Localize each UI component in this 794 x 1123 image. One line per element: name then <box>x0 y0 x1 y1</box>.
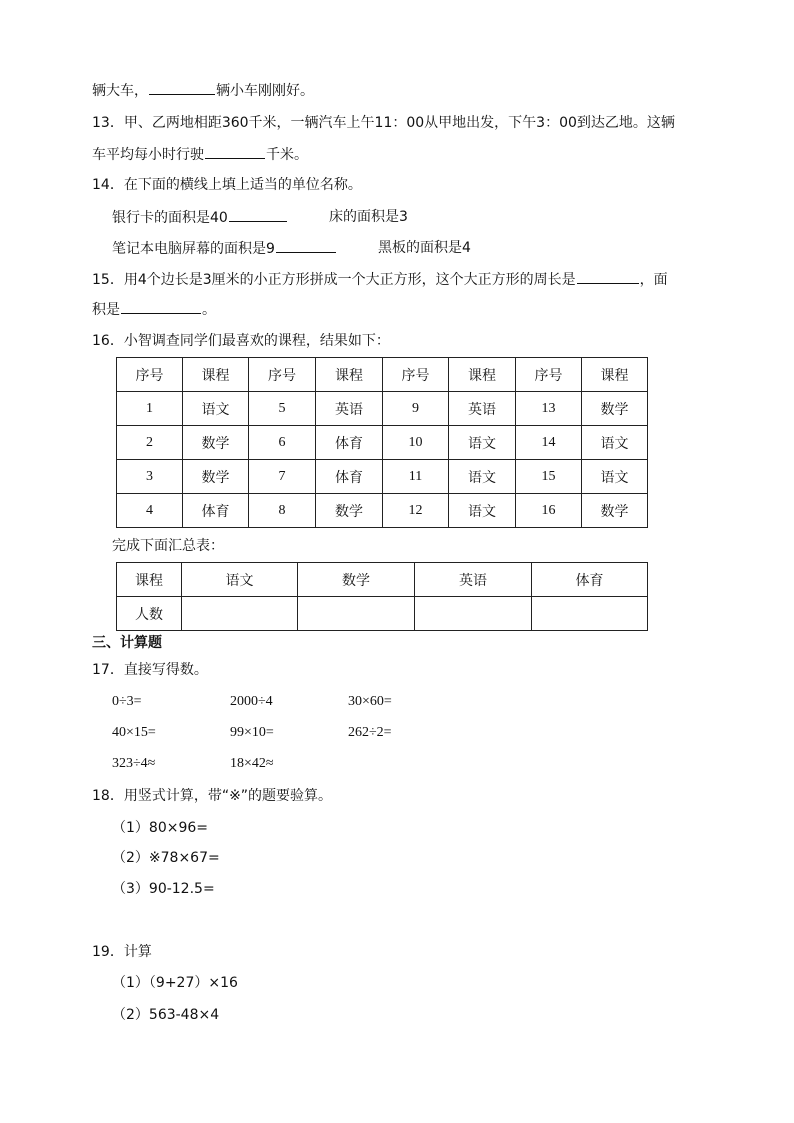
q18-item-1: （1）80×96= <box>112 820 208 836</box>
survey-cell: 体育 <box>316 460 383 494</box>
summary-count-input-cell[interactable] <box>298 597 415 631</box>
summary-count-input-cell[interactable] <box>415 597 532 631</box>
survey-cell: 数学 <box>316 494 383 528</box>
q17-item-2: 2000÷4 <box>230 694 273 709</box>
survey-cell: 10 <box>383 426 449 460</box>
survey-cell: 7 <box>249 460 316 494</box>
q17-item-8: 18×42≈ <box>230 756 274 771</box>
survey-row <box>117 426 648 460</box>
survey-header-cell: 序号 <box>249 358 316 392</box>
q15-line1 <box>92 269 668 290</box>
q14-item-4: 黑板的面积是4 <box>378 240 471 256</box>
q15-line2 <box>92 299 216 320</box>
survey-cell: 8 <box>249 494 316 528</box>
q12-text-after: 辆小车刚刚好。 <box>216 83 314 99</box>
q17-item-5: 99×10= <box>230 725 274 740</box>
q16-prompt: 16．小智调查同学们最喜欢的课程，结果如下： <box>92 333 390 349</box>
q13-line2 <box>92 144 308 165</box>
survey-cell: 数学 <box>183 460 249 494</box>
survey-cell: 6 <box>249 426 316 460</box>
survey-header-cell: 序号 <box>117 358 183 392</box>
q17-prompt: 17．直接写得数。 <box>92 662 208 678</box>
q19-item-1: （1）（9+27）×16 <box>112 975 238 991</box>
survey-cell: 5 <box>249 392 316 426</box>
survey-header-cell: 课程 <box>449 358 516 392</box>
survey-cell: 语文 <box>449 494 516 528</box>
q13-text-before: 车平均每小时行驶 <box>92 147 204 163</box>
survey-cell: 体育 <box>183 494 249 528</box>
q15-text-before: 15．用4个边长是3厘米的小正方形拼成一个大正方形，这个大正方形的周长是 <box>92 272 576 288</box>
summary-header-row <box>117 563 648 597</box>
survey-cell: 16 <box>516 494 582 528</box>
q14-item-1-text: 银行卡的面积是40 <box>112 210 228 226</box>
q13-answer-blank[interactable] <box>205 144 265 159</box>
survey-cell: 数学 <box>582 392 648 426</box>
q14-prompt: 14．在下面的横线上填上适当的单位名称。 <box>92 177 362 193</box>
survey-cell: 数学 <box>183 426 249 460</box>
q12-text-before: 辆大车， <box>92 83 148 99</box>
q17-item-7: 323÷4≈ <box>112 756 156 771</box>
q17-item-1: 0÷3= <box>112 694 142 709</box>
survey-row <box>117 460 648 494</box>
q18-item-3: （3）90-12.5= <box>112 881 215 897</box>
survey-cell: 语文 <box>582 460 648 494</box>
survey-cell: 9 <box>383 392 449 426</box>
survey-header-cell: 课程 <box>183 358 249 392</box>
survey-cell: 语文 <box>449 460 516 494</box>
q17-item-3: 30×60= <box>348 694 392 709</box>
survey-cell: 15 <box>516 460 582 494</box>
q12-line <box>92 80 314 101</box>
q17-item-6: 262÷2= <box>348 725 392 740</box>
q13-line1: 13．甲、乙两地相距360千米，一辆汽车上午11：00从甲地出发，下午3：00到达乙地。这辆 <box>92 115 675 131</box>
summary-header-cell: 英语 <box>415 563 532 597</box>
summary-header-cell: 课程 <box>117 563 182 597</box>
q14-item-2: 床的面积是3 <box>329 209 408 225</box>
survey-cell: 12 <box>383 494 449 528</box>
q18-prompt: 18．用竖式计算，带“※”的题要验算。 <box>92 788 333 804</box>
summary-table <box>116 562 648 631</box>
survey-cell: 英语 <box>449 392 516 426</box>
section-3-title: 三、计算题 <box>92 635 162 651</box>
survey-cell: 11 <box>383 460 449 494</box>
q13-text-after: 千米。 <box>266 147 308 163</box>
q17-item-4: 40×15= <box>112 725 156 740</box>
summary-count-input-cell[interactable] <box>182 597 298 631</box>
survey-cell: 数学 <box>582 494 648 528</box>
q14-item-3-text: 笔记本电脑屏幕的面积是9 <box>112 241 275 257</box>
q15-line2-after: 。 <box>202 302 216 318</box>
survey-header-cell: 课程 <box>582 358 648 392</box>
q15-line2-before: 积是 <box>92 302 120 318</box>
q14-item-1-blank[interactable] <box>229 207 287 222</box>
survey-header-cell: 序号 <box>383 358 449 392</box>
summary-count-input-cell[interactable] <box>532 597 648 631</box>
survey-table <box>116 357 648 528</box>
q15-text-after: ，面 <box>639 272 668 288</box>
q15-area-blank[interactable] <box>121 299 201 314</box>
survey-cell: 13 <box>516 392 582 426</box>
survey-cell: 4 <box>117 494 183 528</box>
summary-header-cell: 语文 <box>182 563 298 597</box>
survey-row <box>117 392 648 426</box>
q19-prompt: 19．计算 <box>92 944 152 960</box>
survey-header-cell: 序号 <box>516 358 582 392</box>
survey-header-row <box>117 358 648 392</box>
survey-cell: 语文 <box>582 426 648 460</box>
q16-summary-prompt: 完成下面汇总表： <box>112 538 224 554</box>
survey-cell: 2 <box>117 426 183 460</box>
q14-item-1 <box>112 207 288 228</box>
summary-row-label: 人数 <box>117 597 182 631</box>
summary-header-cell: 体育 <box>532 563 648 597</box>
survey-cell: 体育 <box>316 426 383 460</box>
survey-cell: 14 <box>516 426 582 460</box>
q19-item-2: （2）563-48×4 <box>112 1007 220 1023</box>
survey-row <box>117 494 648 528</box>
q14-item-3-blank[interactable] <box>276 238 336 253</box>
q14-item-3 <box>112 238 337 259</box>
survey-cell: 英语 <box>316 392 383 426</box>
survey-cell: 3 <box>117 460 183 494</box>
survey-cell: 语文 <box>183 392 249 426</box>
survey-cell: 1 <box>117 392 183 426</box>
survey-cell: 语文 <box>449 426 516 460</box>
q12-answer-blank[interactable] <box>149 80 215 95</box>
q18-item-2: （2）※78×67= <box>112 850 220 866</box>
survey-header-cell: 课程 <box>316 358 383 392</box>
q15-perimeter-blank[interactable] <box>577 269 639 284</box>
summary-count-row <box>117 597 648 631</box>
summary-header-cell: 数学 <box>298 563 415 597</box>
